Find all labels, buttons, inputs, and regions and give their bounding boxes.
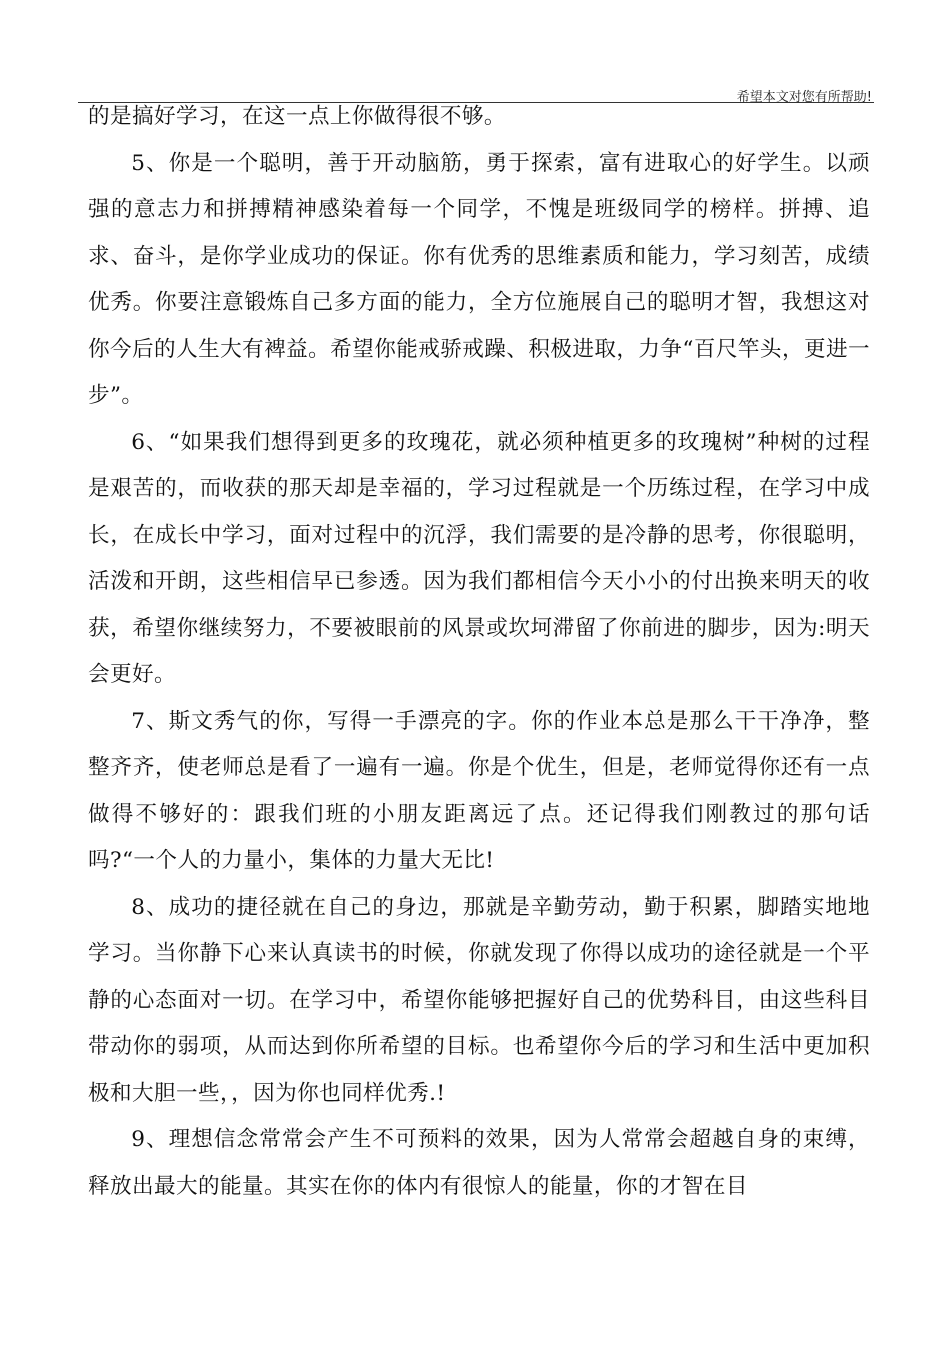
- paragraph-comment-5: 5、你是一个聪明，善于开动脑筋，勇于探索，富有进取心的好学生。以顽强的意志力和拼搏精神感染着每一个同学，不愧是班级同学的榜样。拼搏、追求、奋斗，是你学业成功的保证。你有优秀的思维素质和能力，学习刻苦，成绩优秀。你要注意锻炼自己多方面的能力，全方位施展自己的聪明才智，我想这对你今后的人生大有裨益。希望你能戒骄戒躁、积极进取，力争“百尺竿头，更进一步”。: [88, 150, 870, 408]
- paragraph-comment-6: 6、“如果我们想得到更多的玫瑰花，就必须种植更多的玫瑰树”种树的过程是艰苦的，而收获的那天却是幸福的，学习过程就是一个历练过程，在学习中成长，在成长中学习，面对过程中的沉浮，我们需要的是冷静的思考，你很聪明，活泼和开朗，这些相信早已参透。因为我们都相信今天小小的付出换来明天的收获，希望你继续努力，不要被眼前的风景或坎坷滞留了你前进的脚步，因为:明天会更好。: [88, 429, 870, 687]
- paragraph-comment-7: 7、斯文秀气的你，写得一手漂亮的字。你的作业本总是那么干干净净，整整齐齐，使老师总是看了一遍有一遍。你是个优生，但是，老师觉得你还有一点做得不够好的：跟我们班的小朋友距离远了点。还记得我们刚教过的那句话吗?“一个人的力量小，集体的力量大无比!: [88, 708, 870, 873]
- paragraph-comment-8: 8、成功的捷径就在自己的身边，那就是辛勤劳动，勤于积累，脚踏实地地学习。当你静下心来认真读书的时候，你就发现了你得以成功的途径就是一个平静的心态面对一切。在学习中，希望你能够把握好自己的优势科目，由这些科目带动你的弱项，从而达到你所希望的目标。也希望你今后的学习和生活中更加积极和大胆一些，，因为你也同样优秀.!: [88, 894, 870, 1106]
- paragraph-comment-9: 9、理想信念常常会产生不可预料的效果，因为人常常会超越自身的束缚，释放出最大的能量。其实在你的体内有很惊人的能量，你的才智在目: [88, 1127, 870, 1199]
- header-note: 希望本文对您有所帮助!: [736, 90, 872, 105]
- document-body: [88, 94, 870, 1210]
- paragraph-continuation: 的是搞好学习，在这一点上你做得很不够。: [88, 104, 506, 129]
